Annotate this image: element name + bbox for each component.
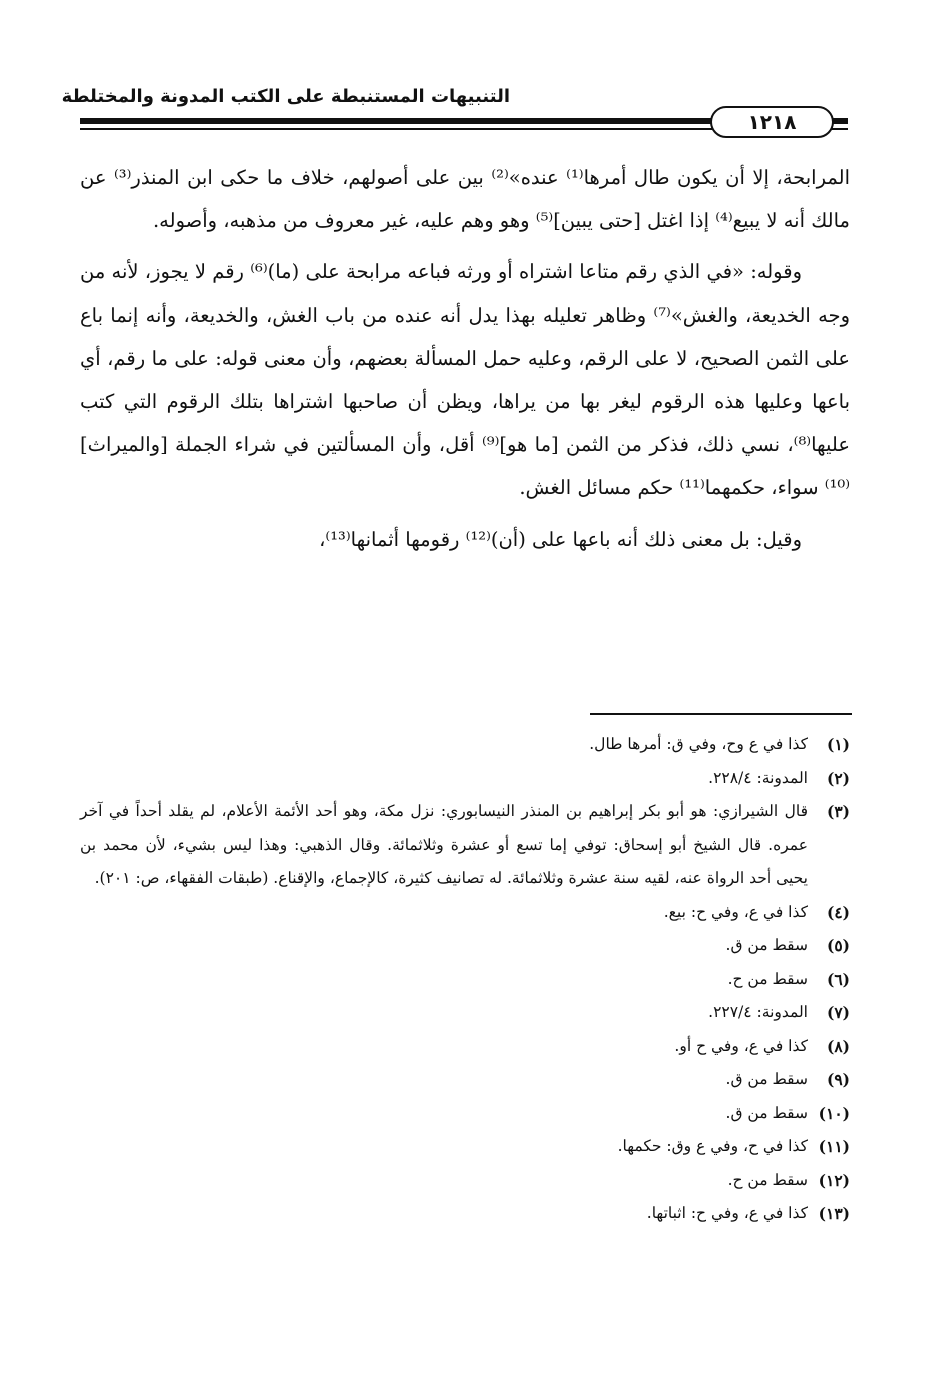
footnote-item — [80, 1197, 850, 1231]
running-header-title: التنبيهات المستنبطة على الكتب المدونة والمختلطة — [61, 86, 510, 107]
footnote-text: المدونة: ٢٢٨/٤. — [708, 768, 808, 787]
footnote-number: (١٠) — [818, 1103, 850, 1123]
footnote-item — [80, 728, 850, 762]
footnote-item — [80, 1097, 850, 1131]
footnote-text: كذا في ع، وفي ح: بيع. — [663, 902, 808, 921]
footnote-text: قال الشيرازي: هو أبو بكر إبراهيم بن المنذر النيسابوري: نزل مكة، وهو أحد الأئمة الأعلام، لم يقلد أحداً في آخر عمره. قال الشيخ أبو إسحاق: توفي إما تسع أو عشرة وثلاثمائة. وقال الذهبي: وهذا ليس بشيء، لأن محمد بن يحيى أحد الرواة عنه، لقيه سنة عشرة وثلاثمائة. له تصانيف كثيرة، كالإجماع، والإقناع. (طبقات الفقهاء، ص: ٢٠١). — [80, 802, 808, 887]
footnote-number: (٢) — [826, 768, 850, 788]
footnote-text: سقط من ح. — [727, 969, 808, 988]
paragraph-1: المرابحة، إلا أن يكون طال أمرها⁽¹⁾ عنده»⁽²⁾ بين على أصولهم، خلاف ما حكى ابن المنذر⁽³⁾ عن مالك أنه لا يبيع⁽⁴⁾ إذا اغتل [حتى يبين]⁽⁵⁾ وهو وهم عليه، غير معروف من مذهبه، وأصوله. — [80, 166, 850, 233]
footnote-text: سقط من ح. — [727, 1170, 808, 1189]
footnote-text: المدونة: ٢٢٧/٤. — [708, 1003, 808, 1021]
footnote-text: كذا في ع، وفي ح: اثباتها. — [646, 1204, 808, 1222]
footnote-number: (٩) — [826, 1070, 850, 1089]
footnote-number: (٦) — [826, 969, 850, 989]
footnote-item — [80, 1164, 850, 1198]
footnote-item — [80, 929, 850, 963]
footnote-number: (٨) — [826, 1036, 850, 1056]
footnote-number: (١) — [826, 735, 850, 754]
footnote-text: سقط من ق. — [725, 1103, 808, 1122]
footnotes-section — [80, 728, 850, 1231]
footnote-divider — [590, 713, 852, 715]
main-text-body — [80, 156, 850, 569]
paragraph-3: وقيل: بل معنى ذلك أنه باعها على (أن)⁽¹²⁾ رقومها أثمانها⁽¹³⁾، — [319, 527, 802, 551]
footnote-item — [80, 963, 850, 997]
footnote-number: (٧) — [826, 1003, 850, 1022]
footnote-text: سقط من ق. — [725, 1070, 808, 1088]
footnote-item — [80, 762, 850, 796]
footnote-number: (١١) — [818, 1137, 850, 1156]
paragraph-2: وقوله: «في الذي رقم متاعا اشتراه أو ورثه فباعه مرابحة على (ما)⁽⁶⁾ رقم لا يجوز، لأنه من وجه الخديعة، والغش»⁽⁷⁾ وظاهر تعليله بهذا يدل أنه عنده من باب الغش، والخديعة، وأنه إنما باع على الثمن الصحيح، لا على الرقم، وعليه حمل المسألة بعضهم، وأن معنى قوله: على ما رقم، أي باعها وعليها هذه الرقوم ليغر بها من يراها، ويظن أن صاحبها اشتراها بتلك الرقوم التي كتب عليها⁽⁸⁾، نسي ذلك، فذكر من الثمن [ما هو]⁽⁹⁾ أقل، وأن المسألتين في شراء الجملة [والميراث]⁽¹⁰⁾ سواء، حكمهما⁽¹¹⁾ حكم مسائل الغش. — [80, 260, 850, 500]
footnote-item — [80, 795, 850, 896]
footnote-number: (٤) — [826, 902, 850, 922]
footnote-number: (٣) — [826, 802, 850, 821]
footnote-text: كذا في ع وح، وفي ق: أمرها طال. — [589, 735, 808, 753]
footnote-number: (١٣) — [818, 1204, 850, 1223]
footnote-item — [80, 1030, 850, 1064]
footnote-number: (٥) — [826, 936, 850, 955]
footnote-text: كذا في ع، وفي ح أو. — [674, 1036, 808, 1055]
footnote-item — [80, 896, 850, 930]
footnote-item — [80, 996, 850, 1030]
footnote-text: سقط من ق. — [725, 936, 808, 954]
footnote-item — [80, 1130, 850, 1164]
footnote-number: (١٢) — [818, 1170, 850, 1190]
page-number-badge: ١٢١٨ — [710, 106, 834, 138]
footnote-item — [80, 1063, 850, 1097]
footnote-text: كذا في ح، وفي ع وق: حكمها. — [617, 1137, 808, 1155]
